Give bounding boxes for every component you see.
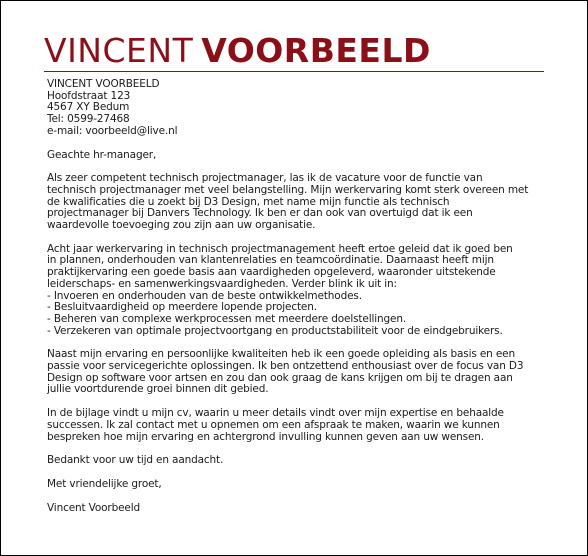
paragraph-line: leiderschaps- en samenwerkingsvaardigheden. Verder blink ik uit in: [47, 277, 397, 290]
list-item: - Beheren van complexe werkprocessen met meerdere doelstellingen. [47, 312, 407, 325]
list-item: - Besluitvaardigheid op meerdere lopende projecten. [47, 301, 317, 314]
sender-city: 4567 XY Bedum [47, 101, 130, 114]
list-item: - Invoeren en onderhouden van de beste ontwikkelmethodes. [47, 289, 362, 302]
paragraph-line: in plannen, onderhouden van klantenrelaties en teamcoördinatie. Daarnaast heeft mijn [47, 254, 494, 267]
paragraph-line: successen. Ik zal contact met u opnemen om een afspraak te maken, waarin we kunnen [47, 418, 500, 431]
sender-email: e-mail: voorbeeld@live.nl [47, 124, 178, 137]
paragraph-2 [47, 244, 547, 338]
signature: Vincent Voorbeeld [47, 501, 141, 514]
header-first-name: VINCENT [44, 31, 194, 70]
header-last-name: VOORBEELD [201, 31, 431, 70]
sender-address [47, 79, 547, 138]
paragraph-line: bespreken hoe mijn ervaring en achtergrond invulling kunnen geven aan uw wensen. [47, 430, 484, 443]
sender-phone: Tel: 0599-27468 [47, 113, 130, 126]
salutation: Geachte hr-manager, [47, 148, 157, 161]
paragraph-line: In de bijlage vindt u mijn cv, waarin u meer details vindt over mijn expertise en behaalde [47, 407, 504, 420]
paragraph-line: praktijkervaring een goede basis aan vaardigheden opgeleverd, waaronder uitstekende [47, 266, 496, 279]
list-item: - Verzekeren van optimale projectvoortgang en productstabiliteit voor de eindgebruikers. [47, 324, 503, 337]
paragraph-4 [47, 408, 547, 443]
paragraph-line: Als zeer competent technisch projectmanager, las ik de vacature voor de functie van [47, 172, 483, 185]
letter-body [47, 79, 547, 514]
thanks-line: Bedankt voor uw tijd en aandacht. [47, 454, 224, 467]
page-title [44, 31, 431, 71]
paragraph-1 [47, 173, 547, 232]
paragraph-line: technisch projectmanager met veel belangstelling. Mijn werkervaring komt sterk overeen met [47, 183, 529, 196]
paragraph-line: passie voor servicegerichte oplossingen. Ik ben ontzettend enthousiast over de focus van D3 [47, 360, 524, 373]
paragraph-line: jullie voortdurende groei binnen dit gebied. [47, 383, 269, 396]
paragraph-line: waardevolle toevoeging zou zijn aan uw organisatie. [47, 219, 316, 232]
paragraph-line: projectmanager bij Danvers Technology. Ik ben er dan ook van overtuigd dat ik een [47, 207, 473, 220]
header-divider [44, 71, 544, 72]
sender-name: VINCENT VOORBEELD [47, 78, 160, 90]
paragraph-line: Acht jaar werkervaring in technisch projectmanagement heeft ertoe geleid dat ik goed ben [47, 242, 513, 255]
paragraph-3 [47, 349, 547, 396]
closing-line: Met vriendelijke groet, [47, 477, 162, 490]
sender-street: Hoofdstraat 123 [47, 89, 131, 102]
paragraph-line: Design op software voor artsen en zou dan ook graag de kans krijgen om bij te dragen aan [47, 371, 513, 384]
paragraph-line: Naast mijn ervaring en persoonlijke kwaliteiten heb ik een goede opleiding als basis en een [47, 348, 515, 361]
paragraph-line: de kwalificaties die u zoekt bij D3 Design, met name mijn functie als technisch [47, 195, 450, 208]
